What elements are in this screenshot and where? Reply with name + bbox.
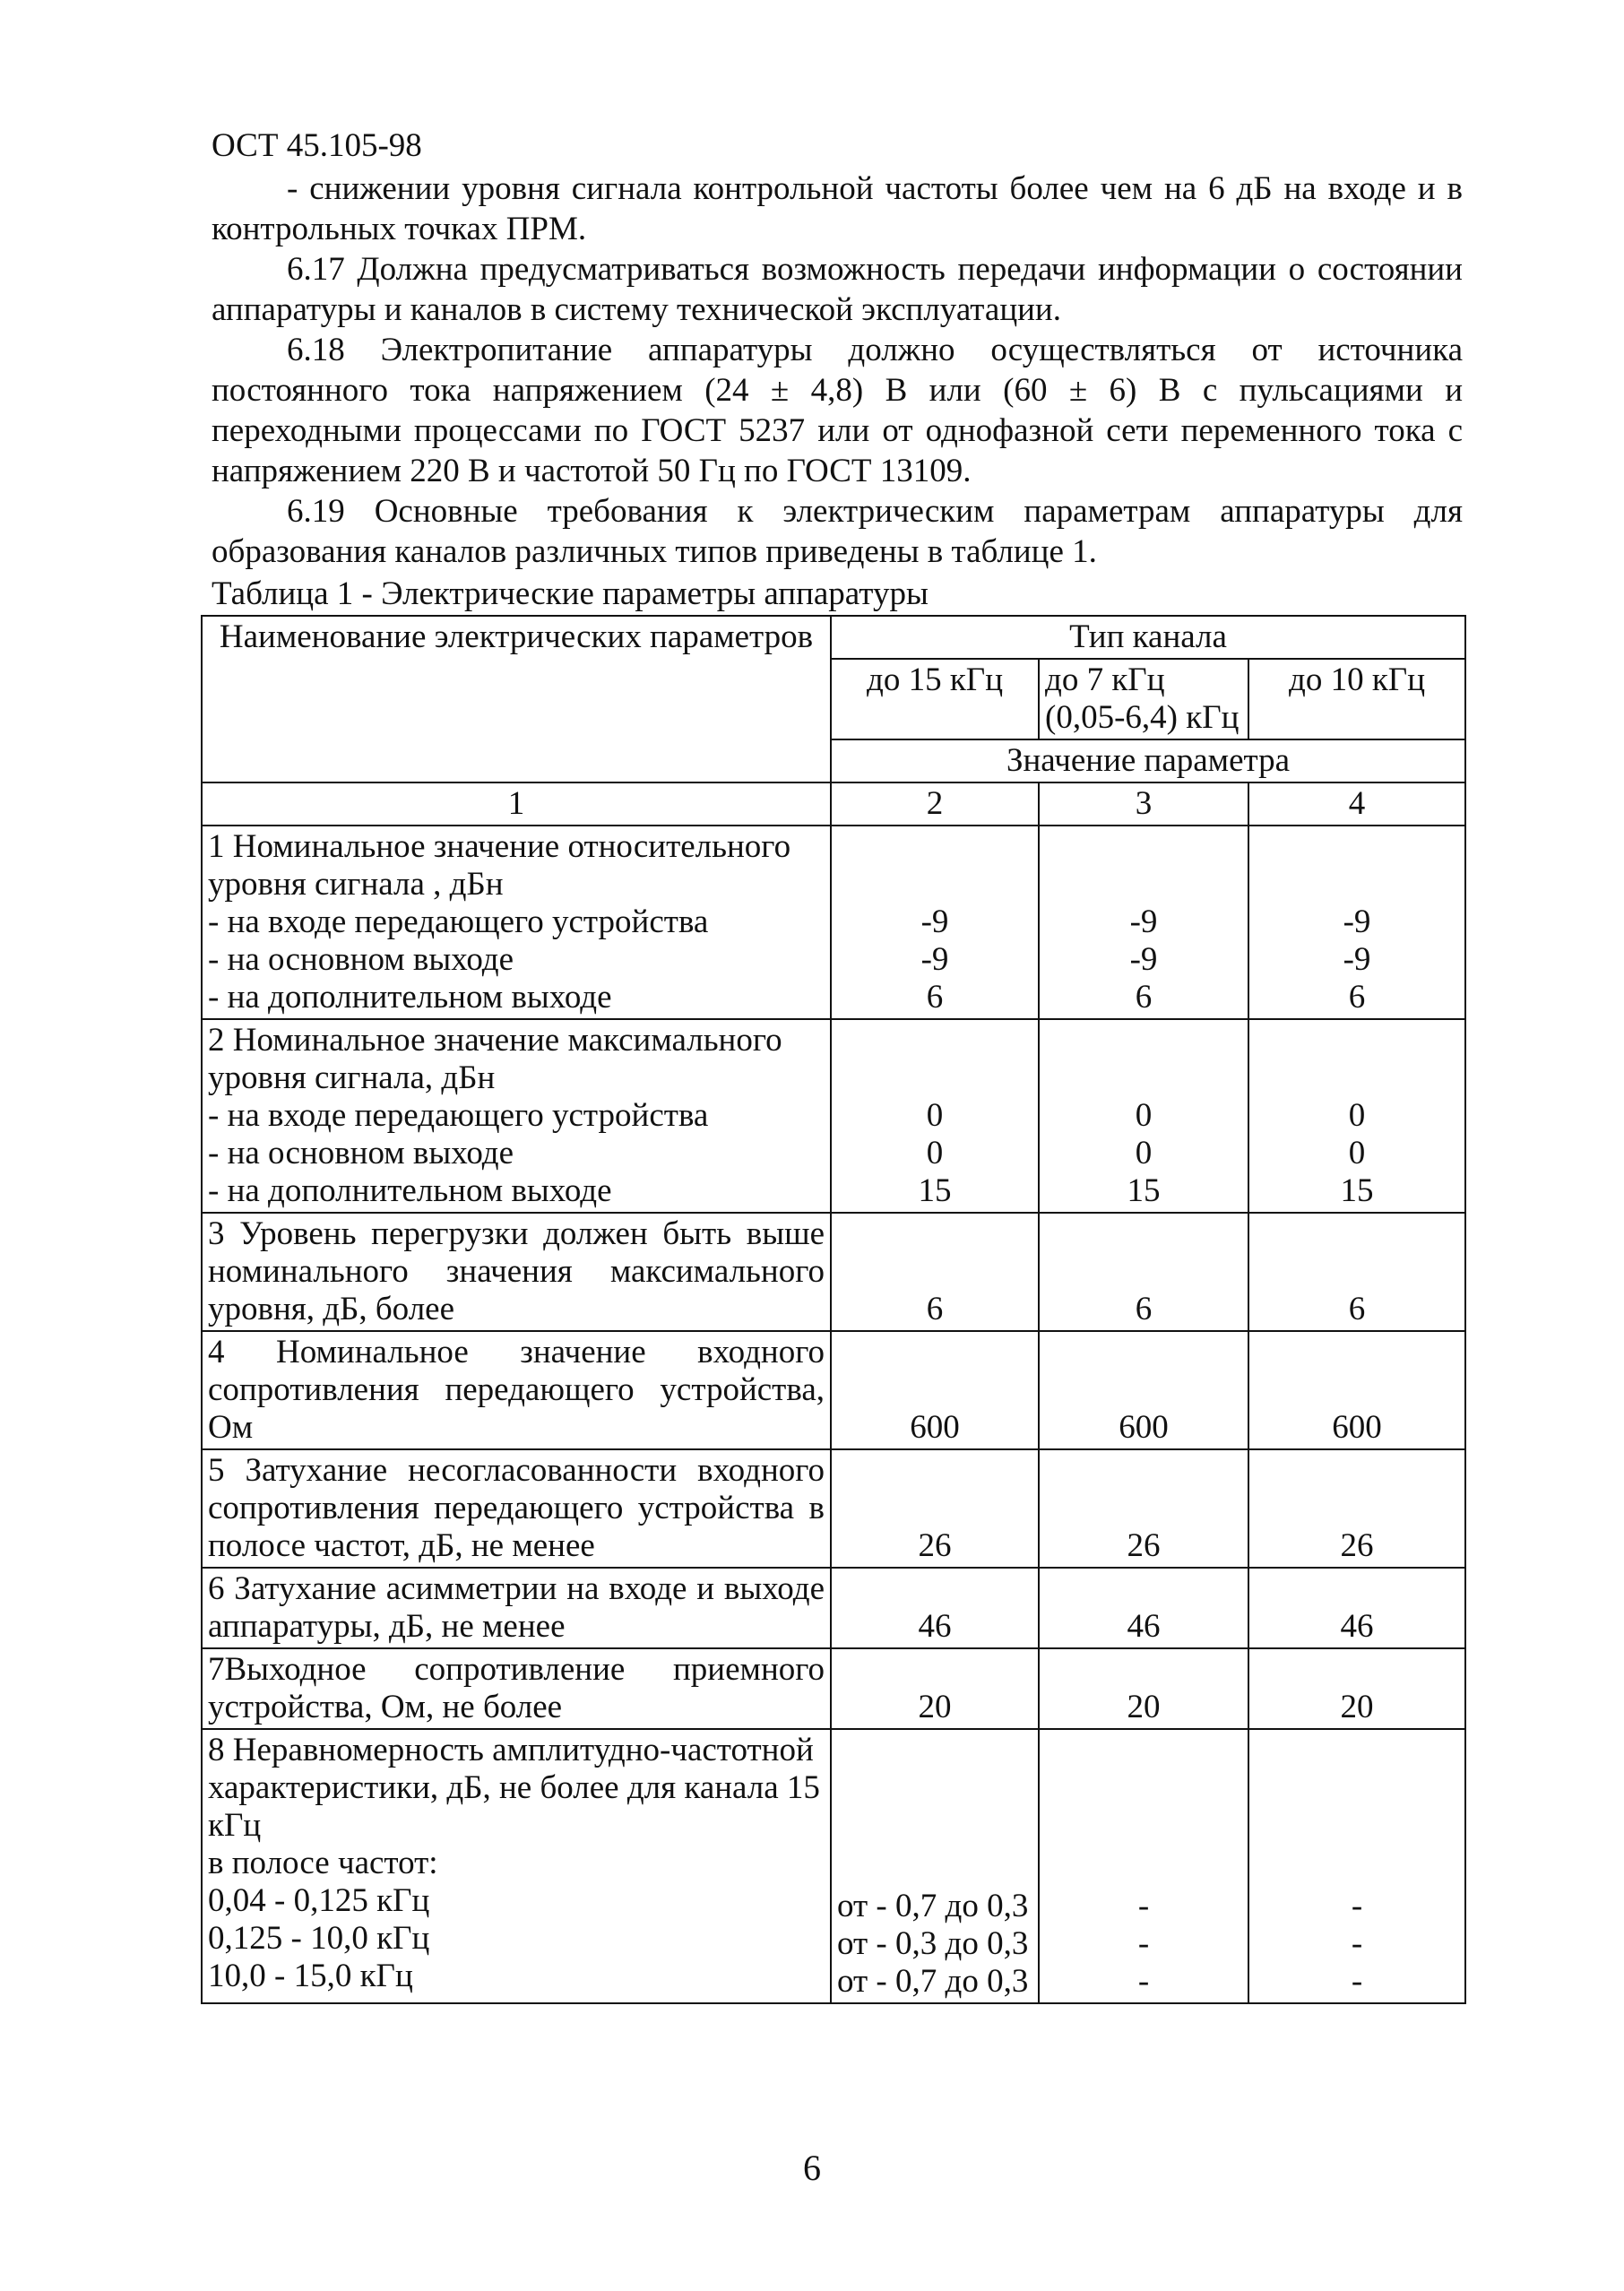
parameter-cell: 4 Номинальное значение входного сопротивления передающего устройства, Ом bbox=[202, 1331, 831, 1449]
value: -9 bbox=[920, 941, 949, 978]
value-cell bbox=[831, 826, 1039, 1019]
parameter-band-label: в полосе частот: bbox=[208, 1845, 438, 1881]
value: -9 bbox=[1343, 941, 1371, 978]
value: 15 bbox=[1127, 1172, 1161, 1209]
parameter-sub: - на основном выходе bbox=[208, 941, 514, 978]
value: 6 bbox=[1135, 979, 1153, 1016]
column-number: 3 bbox=[1039, 782, 1248, 826]
value-cell: 600 bbox=[831, 1331, 1039, 1449]
document-code: ОСТ 45.105-98 bbox=[212, 127, 422, 164]
header-channel-type: Тип канала bbox=[831, 616, 1465, 659]
parameter-cell bbox=[202, 826, 831, 1019]
body-text bbox=[212, 169, 1463, 572]
value: -9 bbox=[920, 903, 949, 940]
value-cell: 26 bbox=[1248, 1449, 1465, 1568]
value: 15 bbox=[918, 1172, 952, 1209]
value-cell bbox=[1248, 1729, 1465, 2003]
parameter-sub: - на входе передающего устройства bbox=[208, 1097, 709, 1134]
value: 0 bbox=[1135, 1135, 1153, 1171]
parameters-table bbox=[201, 615, 1466, 2004]
page-number: 6 bbox=[803, 2148, 821, 2188]
value: - bbox=[1351, 1888, 1363, 1924]
table-row bbox=[202, 1331, 1465, 1449]
table-row bbox=[202, 1648, 1465, 1729]
value-cell bbox=[831, 1729, 1039, 2003]
parameter-sub: 0,04 - 0,125 кГц bbox=[208, 1882, 430, 1919]
value-cell: 6 bbox=[1039, 1213, 1248, 1331]
value-cell bbox=[1039, 826, 1248, 1019]
value-cell: 600 bbox=[1248, 1331, 1465, 1449]
value: - bbox=[1137, 1925, 1150, 1962]
value-cell: 26 bbox=[831, 1449, 1039, 1568]
value: - bbox=[1137, 1963, 1150, 2000]
value-cell: 46 bbox=[831, 1568, 1039, 1648]
value-cell: 26 bbox=[1039, 1449, 1248, 1568]
table-row bbox=[202, 1449, 1465, 1568]
value: -9 bbox=[1129, 941, 1158, 978]
header-col-7khz-line1: до 7 кГц bbox=[1045, 661, 1165, 698]
parameter-sub: - на основном выходе bbox=[208, 1135, 514, 1171]
parameter-sub: - на дополнительном выходе bbox=[208, 1172, 612, 1209]
column-number: 1 bbox=[202, 782, 831, 826]
table-row bbox=[202, 1019, 1465, 1213]
paragraph-6-17: 6.17 Должна предусматриваться возможность передачи информации о состоянии аппаратуры и каналов в систему технической эксплуатации. bbox=[212, 251, 1463, 328]
value-cell: 6 bbox=[831, 1213, 1039, 1331]
table-row bbox=[202, 826, 1465, 1019]
table-row bbox=[202, 1729, 1465, 2003]
table-row bbox=[202, 1568, 1465, 1648]
parameter-cell: 7Выходное сопротивление приемного устройства, Ом, не более bbox=[202, 1648, 831, 1729]
value-cell: 20 bbox=[1248, 1648, 1465, 1729]
value-cell bbox=[1248, 826, 1465, 1019]
value-cell bbox=[1039, 1019, 1248, 1213]
parameter-title: 8 Неравномерность амплитудно-частотной характеристики, дБ, не более для канала 15 кГц bbox=[208, 1732, 820, 1844]
value: 0 bbox=[1348, 1135, 1366, 1171]
value-cell bbox=[831, 1019, 1039, 1213]
value-cell: 20 bbox=[831, 1648, 1039, 1729]
value: - bbox=[1351, 1925, 1363, 1962]
value: от - 0,7 до 0,3 bbox=[837, 1963, 1029, 2000]
column-number: 4 bbox=[1248, 782, 1465, 826]
table-header-row bbox=[202, 616, 1465, 659]
value-cell: 46 bbox=[1039, 1568, 1248, 1648]
parameter-sub: 10,0 - 15,0 кГц bbox=[208, 1958, 413, 1994]
table-row bbox=[202, 1213, 1465, 1331]
header-col-7khz bbox=[1039, 659, 1248, 739]
value: 15 bbox=[1340, 1172, 1374, 1209]
header-col-10khz: до 10 кГц bbox=[1248, 659, 1465, 739]
value: 6 bbox=[1348, 979, 1366, 1016]
value-cell: 600 bbox=[1039, 1331, 1248, 1449]
table-column-numbers-row bbox=[202, 782, 1465, 826]
value: -9 bbox=[1343, 903, 1371, 940]
value-cell: 6 bbox=[1248, 1213, 1465, 1331]
value: - bbox=[1137, 1888, 1150, 1924]
parameter-sub: - на входе передающего устройства bbox=[208, 903, 709, 940]
parameter-title: 2 Номинальное значение максимального уровня сигнала, дБн bbox=[208, 1022, 782, 1096]
value-cell: 20 bbox=[1039, 1648, 1248, 1729]
value-cell bbox=[1248, 1019, 1465, 1213]
value: 0 bbox=[1348, 1097, 1366, 1134]
value: 0 bbox=[926, 1097, 944, 1134]
value: -9 bbox=[1129, 903, 1158, 940]
value: 0 bbox=[926, 1135, 944, 1171]
parameter-cell bbox=[202, 1019, 831, 1213]
column-number: 2 bbox=[831, 782, 1039, 826]
value: 6 bbox=[926, 979, 944, 1016]
parameter-cell: 6 Затухание асимметрии на входе и выходе аппаратуры, дБ, не менее bbox=[202, 1568, 831, 1648]
parameter-sub: - на дополнительном выходе bbox=[208, 979, 612, 1016]
parameter-cell: 5 Затухание несогласованности входного сопротивления передающего устройства в полосе частот, дБ, не менее bbox=[202, 1449, 831, 1568]
value-cell: 46 bbox=[1248, 1568, 1465, 1648]
header-parameter-value: Значение параметра bbox=[831, 739, 1465, 782]
parameter-cell: 3 Уровень перегрузки должен быть выше номинального значения максимального уровня, дБ, более bbox=[202, 1213, 831, 1331]
value-cell bbox=[1039, 1729, 1248, 2003]
value: - bbox=[1351, 1963, 1363, 2000]
value: 0 bbox=[1135, 1097, 1153, 1134]
paragraph-continuation: - снижении уровня сигнала контрольной частоты более чем на 6 дБ на входе и в контрольных точках ПРМ. bbox=[212, 170, 1463, 247]
parameter-sub: 0,125 - 10,0 кГц bbox=[208, 1920, 430, 1957]
parameter-cell bbox=[202, 1729, 831, 2003]
table-caption: Таблица 1 - Электрические параметры аппаратуры bbox=[212, 575, 929, 612]
header-parameter-name: Наименование электрических параметров bbox=[202, 616, 831, 782]
paragraph-6-18: 6.18 Электропитание аппаратуры должно осуществляться от источника постоянного тока напряжением (24 ± 4,8) В или (60 ± 6) В с пульсациями и переходными процессами по ГОСТ 5237 или от однофазной сети переменного тока с напряжением 220 В и частотой 50 Гц по ГОСТ 13109. bbox=[212, 332, 1463, 489]
value: от - 0,3 до 0,3 bbox=[837, 1925, 1029, 1962]
header-col-7khz-line2: (0,05-6,4) кГц bbox=[1045, 699, 1240, 736]
parameter-title: 1 Номинальное значение относительного уровня сигнала , дБн bbox=[208, 828, 791, 903]
value: от - 0,7 до 0,3 bbox=[837, 1888, 1029, 1924]
paragraph-6-19: 6.19 Основные требования к электрическим параметрам аппаратуры для образования каналов различных типов приведены в таблице 1. bbox=[212, 493, 1463, 570]
header-col-15khz: до 15 кГц bbox=[831, 659, 1039, 739]
